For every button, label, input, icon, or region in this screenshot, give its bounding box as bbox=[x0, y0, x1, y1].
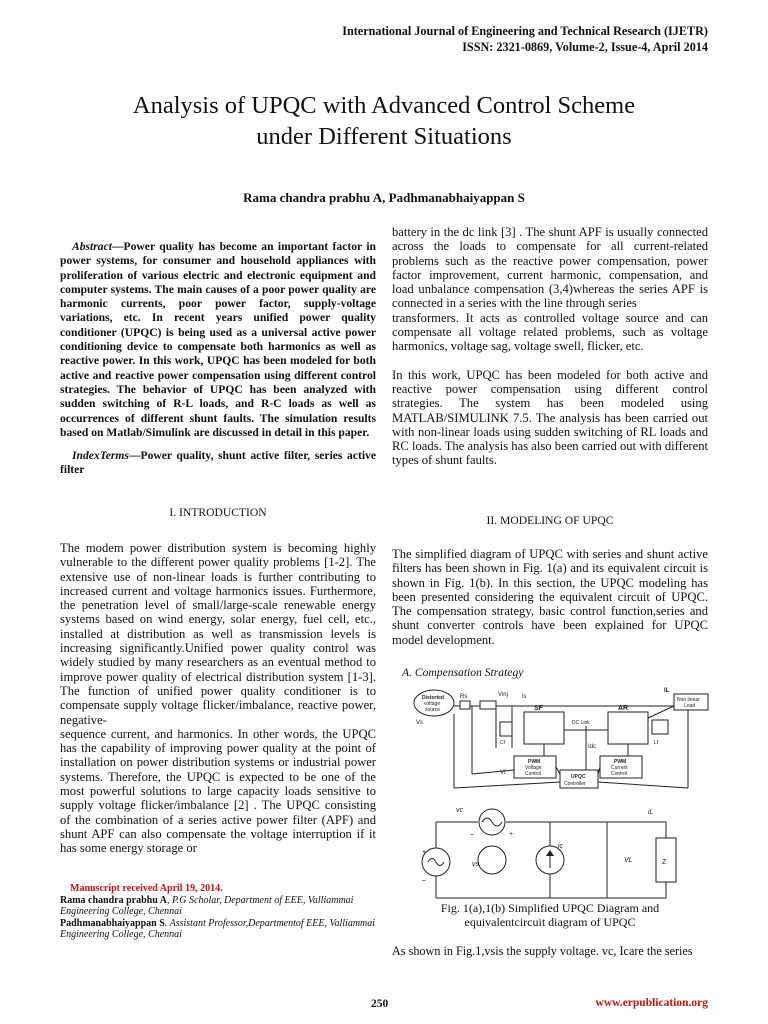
author1-affiliation: , P.G Scholar, Department of EEE, Valliammai Engineering College, Chennai bbox=[60, 894, 354, 917]
modeling-body bbox=[392, 547, 708, 647]
footnotes bbox=[60, 883, 376, 941]
publisher-url[interactable]: www.erpublication.org bbox=[595, 997, 708, 1009]
fig-label-minus-series: – bbox=[470, 831, 474, 838]
author1-note bbox=[60, 895, 376, 918]
fig-label-vf: Vf bbox=[500, 770, 506, 776]
fig-label-voltage-ctrl: Voltage bbox=[525, 765, 542, 771]
right-column-text bbox=[392, 225, 708, 468]
figure-1a-diagram bbox=[412, 684, 710, 790]
fig-label-il-circuit: iL bbox=[648, 809, 654, 816]
fig-label-nonlinear: Non linear bbox=[677, 697, 700, 703]
abstract bbox=[60, 240, 376, 440]
right-paragraph-5: As shown in Fig.1,vsis the supply voltage. vc, Icare the series bbox=[392, 944, 693, 958]
journal-issn: ISSN: 2321-0869, Volume-2, Issue-4, April 2014 bbox=[462, 40, 708, 54]
right-paragraph-3: In this work, UPQC has been modeled for both active and reactive power compensation using different control strategies. The system has been modeled using MATLAB/SIMULINK 7.5. The analysis has been carried out with non-linear loads using sudden switching of RL loads and RC loads. The analysis has also been carried out with different types of shunt faults. bbox=[392, 367, 708, 468]
index-terms bbox=[60, 449, 376, 478]
intro-heading-block bbox=[60, 506, 376, 520]
abstract-label: Abstract bbox=[72, 240, 112, 253]
fig-label-load: Load bbox=[684, 703, 696, 709]
fig-label-ic: ic bbox=[558, 843, 564, 850]
fig-label-vl: VL bbox=[624, 857, 633, 864]
fig-label-upqc: UPQC bbox=[571, 774, 586, 780]
intro-body bbox=[60, 541, 376, 856]
paper-title bbox=[60, 90, 708, 152]
journal-name: International Journal of Engineering and Technical Research (IJETR) bbox=[342, 24, 708, 38]
figure-caption-line1: Fig. 1(a),1(b) Simplified UPQC Diagram and bbox=[440, 901, 660, 915]
fig-label-il: IL bbox=[664, 688, 670, 694]
intro-paragraph-2: sequence current, and harmonics. In other words, the UPQC has the capability of improving power quality at the point of installation on power distribution systems or industrial power systems. Therefore, the UPQC is expected to be one of the most powerful solutions to large capacity loads sensitive to supply voltage flicker/imbalance [2] . The UPQC consisting of the combination of a series active power filter (APF) and shunt APF can also compensate the voltage interruption if it has some energy storage or bbox=[60, 726, 376, 856]
author2-affiliation: . Assistant Professor,Departmentof EEE, Valliammai Engineering College, Chennai bbox=[60, 917, 376, 940]
fig-label-cf: Cf bbox=[500, 740, 505, 746]
paper-title-line2: under Different Situations bbox=[256, 123, 512, 150]
fig-label-current-ctrl: Current bbox=[611, 765, 628, 771]
author2-note bbox=[60, 918, 376, 941]
fig-label-is: is bbox=[522, 694, 527, 700]
series-voltage-source-icon bbox=[478, 846, 506, 874]
intro-heading: I. INTRODUCTION bbox=[169, 506, 267, 519]
author2-name: Padhmanabhaiyappan S bbox=[60, 917, 165, 929]
fig-label-pwm-c: PWM bbox=[614, 759, 627, 765]
index-terms-text: —Power quality, shunt active filter, series active filter bbox=[60, 449, 376, 477]
abstract-block bbox=[60, 240, 376, 440]
fig-label-source: source bbox=[425, 707, 441, 713]
figure-caption-line2: equivalentcircuit diagram of UPQC bbox=[464, 915, 636, 929]
fig-label-rs: Rs bbox=[460, 694, 468, 700]
fig-label-plus-series: + bbox=[509, 831, 514, 838]
fig-label-distorted: Distorted bbox=[422, 695, 444, 701]
intro-paragraph-1: The modem power distribution system is becoming highly vulnerable to the different power quality problems [1-2]. The extensive use of non-linear loads is further contributing to increased current and voltage harmonics issues. Furthermore, the penetration level of small/large-scale renewable energy systems based on wind energy, solar energy, fuel cell, etc., installed at distribution as well as transmission levels is increasing significantly.Unified power quality control was widely studied by many researchers as an eventual method to improve power quality of electrical distribution system [1-3]. The function of unified power quality conditioner is to compensate supply voltage flicker/imbalance, reactive power, negative- bbox=[60, 541, 376, 727]
fig-label-control-v: Control bbox=[525, 771, 542, 777]
fig-label-sf: SF bbox=[534, 705, 543, 712]
paper-authors: Rama chandra prabhu A, Padhmanabhaiyappan S bbox=[243, 190, 525, 205]
subheading-block bbox=[392, 666, 708, 680]
modeling-heading-block bbox=[392, 514, 708, 528]
fig-label-z: Z bbox=[662, 859, 667, 866]
fig-label-lf: Lf bbox=[654, 740, 659, 746]
index-terms-block bbox=[60, 449, 376, 478]
fig-label-vs-circuit: vs bbox=[472, 861, 479, 868]
fig-label-controller: Controller bbox=[564, 781, 586, 787]
paper-title-line1: Analysis of UPQC with Advanced Control Scheme bbox=[132, 92, 636, 119]
author1-name: Rama chandra prabhu A bbox=[60, 894, 167, 906]
fig-label-plus-source: + bbox=[422, 849, 427, 856]
right-paragraph-2: transformers. It acts as controlled voltage source and can compensate all voltage related problems, such as voltage harmonics, voltage sag, voltage swell, flicker, etc. bbox=[392, 310, 708, 354]
fig-label-vinj: Vinj bbox=[498, 692, 508, 698]
page-number: 250 bbox=[371, 998, 389, 1010]
modeling-heading: II. MODELING OF UPQC bbox=[486, 514, 614, 527]
fig-label-vs: Vs bbox=[416, 720, 424, 726]
fig-label-vc: vc bbox=[456, 807, 463, 814]
fig-label-voltage: voltage bbox=[424, 701, 441, 707]
compensation-strategy-heading: A. Compensation Strategy bbox=[402, 666, 524, 679]
right-last-line bbox=[392, 944, 708, 958]
right-paragraph-1: battery in the dc link [3] . The shunt APF is usually connected across the loads to compensate for all current-related problems such as the reactive power compensation, power factor improvement, current harmonic, compensation, and load unbalance compensation (3,4)whereas the series APF is connected in a series with the line through series bbox=[392, 225, 708, 311]
manuscript-received: Manuscript received April 19, 2014. bbox=[70, 883, 223, 894]
figure-1b-circuit bbox=[412, 802, 710, 902]
fig-label-ar: AR bbox=[618, 705, 629, 712]
figure-caption bbox=[392, 901, 708, 929]
right-paragraph-4: The simplified diagram of UPQC with series and shunt active filters has been shown in Fig. 1(a) and its equivalent circuit is shown in Fig. 1(b). In this section, the UPQC modeling has been presented considering the equivalent circuit of UPQC. The compensation strategy, basic control function,series and shunt converter controls have been explained for UPQC model development. bbox=[392, 547, 708, 647]
fig-label-minus-source: – bbox=[422, 877, 426, 884]
fig-label-control-c: Control bbox=[611, 771, 628, 777]
abstract-text: —Power quality has become an important factor in power systems, for consumer and household appliances with proliferation of various electric and electronic equipment and computer systems. The main causes of a poor power quality are harmonic currents, poor power factor, supply-voltage variations, etc. In recent years unified power quality conditioner (UPQC) is being used as a universal active power conditioning device to compensate both harmonics as well as reactive power. In this work, UPQC has been modeled for both active and reactive power compensation using different control strategies. The behavior of UPQC has been analyzed with sudden switching of R-L loads, and R-C loads as well as occurrences of different shunt faults. The simulation results based on Matlab/Simulink are discussed in detail in this paper. bbox=[60, 240, 376, 439]
fig-label-dclink: DC Link bbox=[572, 720, 590, 726]
fig-label-pwm-v: PWM bbox=[528, 759, 541, 765]
index-terms-label: IndexTerms bbox=[72, 449, 129, 462]
fig-label-idc: Idc bbox=[588, 744, 597, 750]
